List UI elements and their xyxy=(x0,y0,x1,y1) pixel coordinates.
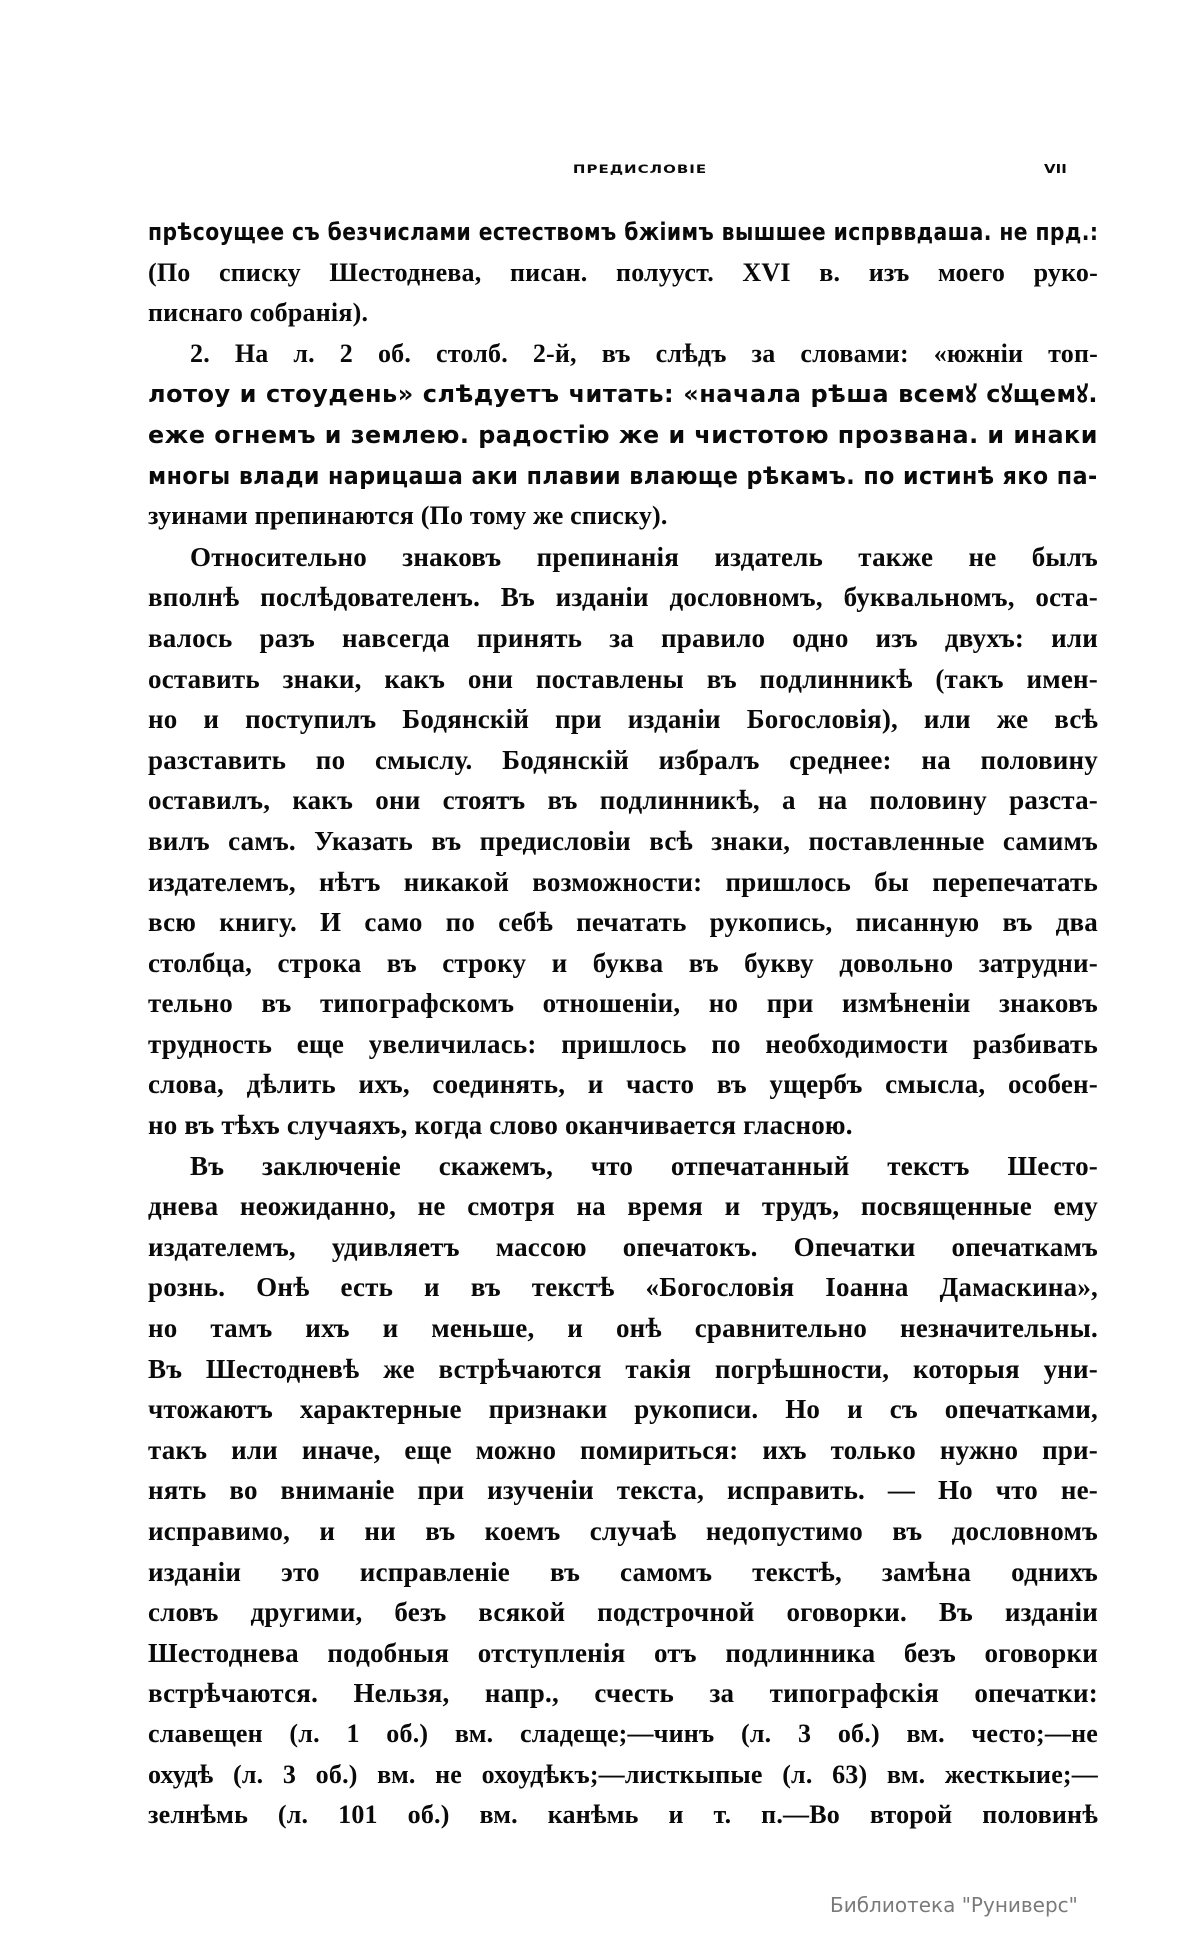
text-line: вполнѣ послѣдователенъ. Въ изданіи дословномъ, буквальномъ, оста- xyxy=(148,582,1098,613)
text-line: исправимо, и ни въ коемъ случаѣ недопустимо въ дословномъ xyxy=(148,1516,1098,1546)
text-line: всю книгу. И само по себѣ печатать рукопись, писанную въ два xyxy=(148,907,1098,938)
page-number: VII xyxy=(1044,161,1067,177)
library-watermark: Библиотека "Руниверс" xyxy=(830,1893,1078,1917)
text-line: славещен (л. 1 об.) вм. сладеще;—чинъ (л. 3 об.) вм. често;—не xyxy=(148,1718,1098,1748)
text-line: разставить по смыслу. Бодянскій избралъ среднее: на половину xyxy=(148,744,1098,775)
text-line: оставить знаки, какъ они поставлены въ подлинникѣ (такъ имен- xyxy=(148,663,1098,694)
text-line: писнаго собранія). xyxy=(148,298,369,328)
text-line: зуинами препинаются (По тому же списку). xyxy=(148,501,668,531)
text-line: встрѣчаются. Нельзя, напр., счесть за типографскія опечатки: xyxy=(148,1678,1098,1709)
text-line: вилъ самъ. Указать въ предисловіи всѣ знаки, поставленные самимъ xyxy=(148,825,1098,856)
text-line: издателемъ, нѣтъ никакой возможности: пришлось бы перепечатать xyxy=(148,866,1098,897)
text-line: охудѣ (л. 3 об.) вм. не охоудѣкъ;—листкыпые (л. 63) вм. жесткыие;— xyxy=(148,1759,1098,1789)
body-text xyxy=(148,212,1098,1836)
running-head xyxy=(0,160,1200,190)
text-line: (По списку Шестоднева, писан. полууст. XVI в. изъ моего руко- xyxy=(148,257,1098,287)
text-line: лотоу и стоудень» слѣдуетъ читать: «начала рѣша всемꙋ сꙋщемꙋ. xyxy=(148,380,1098,409)
text-line: еже огнемъ и землею. радостiю же и чистотою прозвана. и инаки xyxy=(148,420,1098,449)
text-line: прѣсоущее съ безчислами естествомъ бжiимъ вышшее испрввдаша. не прд.: xyxy=(148,218,1099,246)
text-line: издателемъ, удивляетъ массою опечатокъ. Опечатки опечаткамъ xyxy=(148,1231,1098,1262)
text-line: такъ или иначе, еще можно помириться: ихъ только нужно при- xyxy=(148,1434,1098,1465)
text-line: Шестоднева подобныя отступленія отъ подлинника безъ оговорки xyxy=(148,1637,1098,1668)
text-line: слова, дѣлить ихъ, соединять, и часто въ ущербъ смысла, особен- xyxy=(148,1069,1098,1100)
text-line: Въ заключеніе скажемъ, что отпечатанный текстъ Шесто- xyxy=(190,1150,1098,1181)
text-line: чтожаютъ характерные признаки рукописи. Но и съ опечатками, xyxy=(148,1394,1098,1425)
text-line: оставилъ, какъ они стоятъ въ подлинникѣ, а на половину разста- xyxy=(148,785,1098,816)
text-line: нять во вниманіе при изученіи текста, исправить. — Но что не- xyxy=(148,1475,1098,1506)
text-line: но тамъ ихъ и меньше, и онѣ сравнительно незначительны. xyxy=(148,1313,1098,1344)
text-line: столбца, строка въ строку и буква въ букву довольно затрудни- xyxy=(148,947,1098,978)
text-line: 2. На л. 2 об. столб. 2-й, въ слѣдъ за словами: «южнiи топ- xyxy=(190,338,1098,368)
text-line: валось разъ навсегда принять за правило одно изъ двухъ: или xyxy=(148,622,1098,653)
text-line: но въ тѣхъ случаяхъ, когда слово оканчивается гласною. xyxy=(148,1110,853,1141)
text-line: Въ Шестодневѣ же встрѣчаются такія погрѣшности, которыя уни- xyxy=(148,1353,1098,1384)
text-line: Относительно знаковъ препинанія издатель также не былъ xyxy=(190,541,1098,572)
text-line: тельно въ типографскомъ отношеніи, но при измѣненіи знаковъ xyxy=(148,988,1098,1019)
text-line: многы влади нарицаша аки плавии влающе рѣкамъ. по истинѣ яко па- xyxy=(148,461,1098,490)
text-line: трудность еще увеличилась: пришлось по необходимости разбивать xyxy=(148,1028,1098,1059)
text-line: зелнѣмь (л. 101 об.) вм. канѣмь и т. п.—Во второй половинѣ xyxy=(148,1800,1098,1830)
text-line: словъ другими, безъ всякой подстрочной оговорки. Въ изданіи xyxy=(148,1597,1098,1628)
text-line: рознь. Онѣ есть и въ текстѣ «Богословія Іоанна Дамаскина», xyxy=(148,1272,1098,1303)
text-line: днева неожиданно, не смотря на время и трудъ, посвященные ему xyxy=(148,1191,1098,1222)
text-line: изданіи это исправленіе въ самомъ текстѣ, замѣна однихъ xyxy=(148,1556,1098,1587)
running-title: ПРЕДИСЛОВIЕ xyxy=(572,162,708,176)
text-line: но и поступилъ Бодянскій при изданіи Богословія), или же всѣ xyxy=(148,704,1098,735)
